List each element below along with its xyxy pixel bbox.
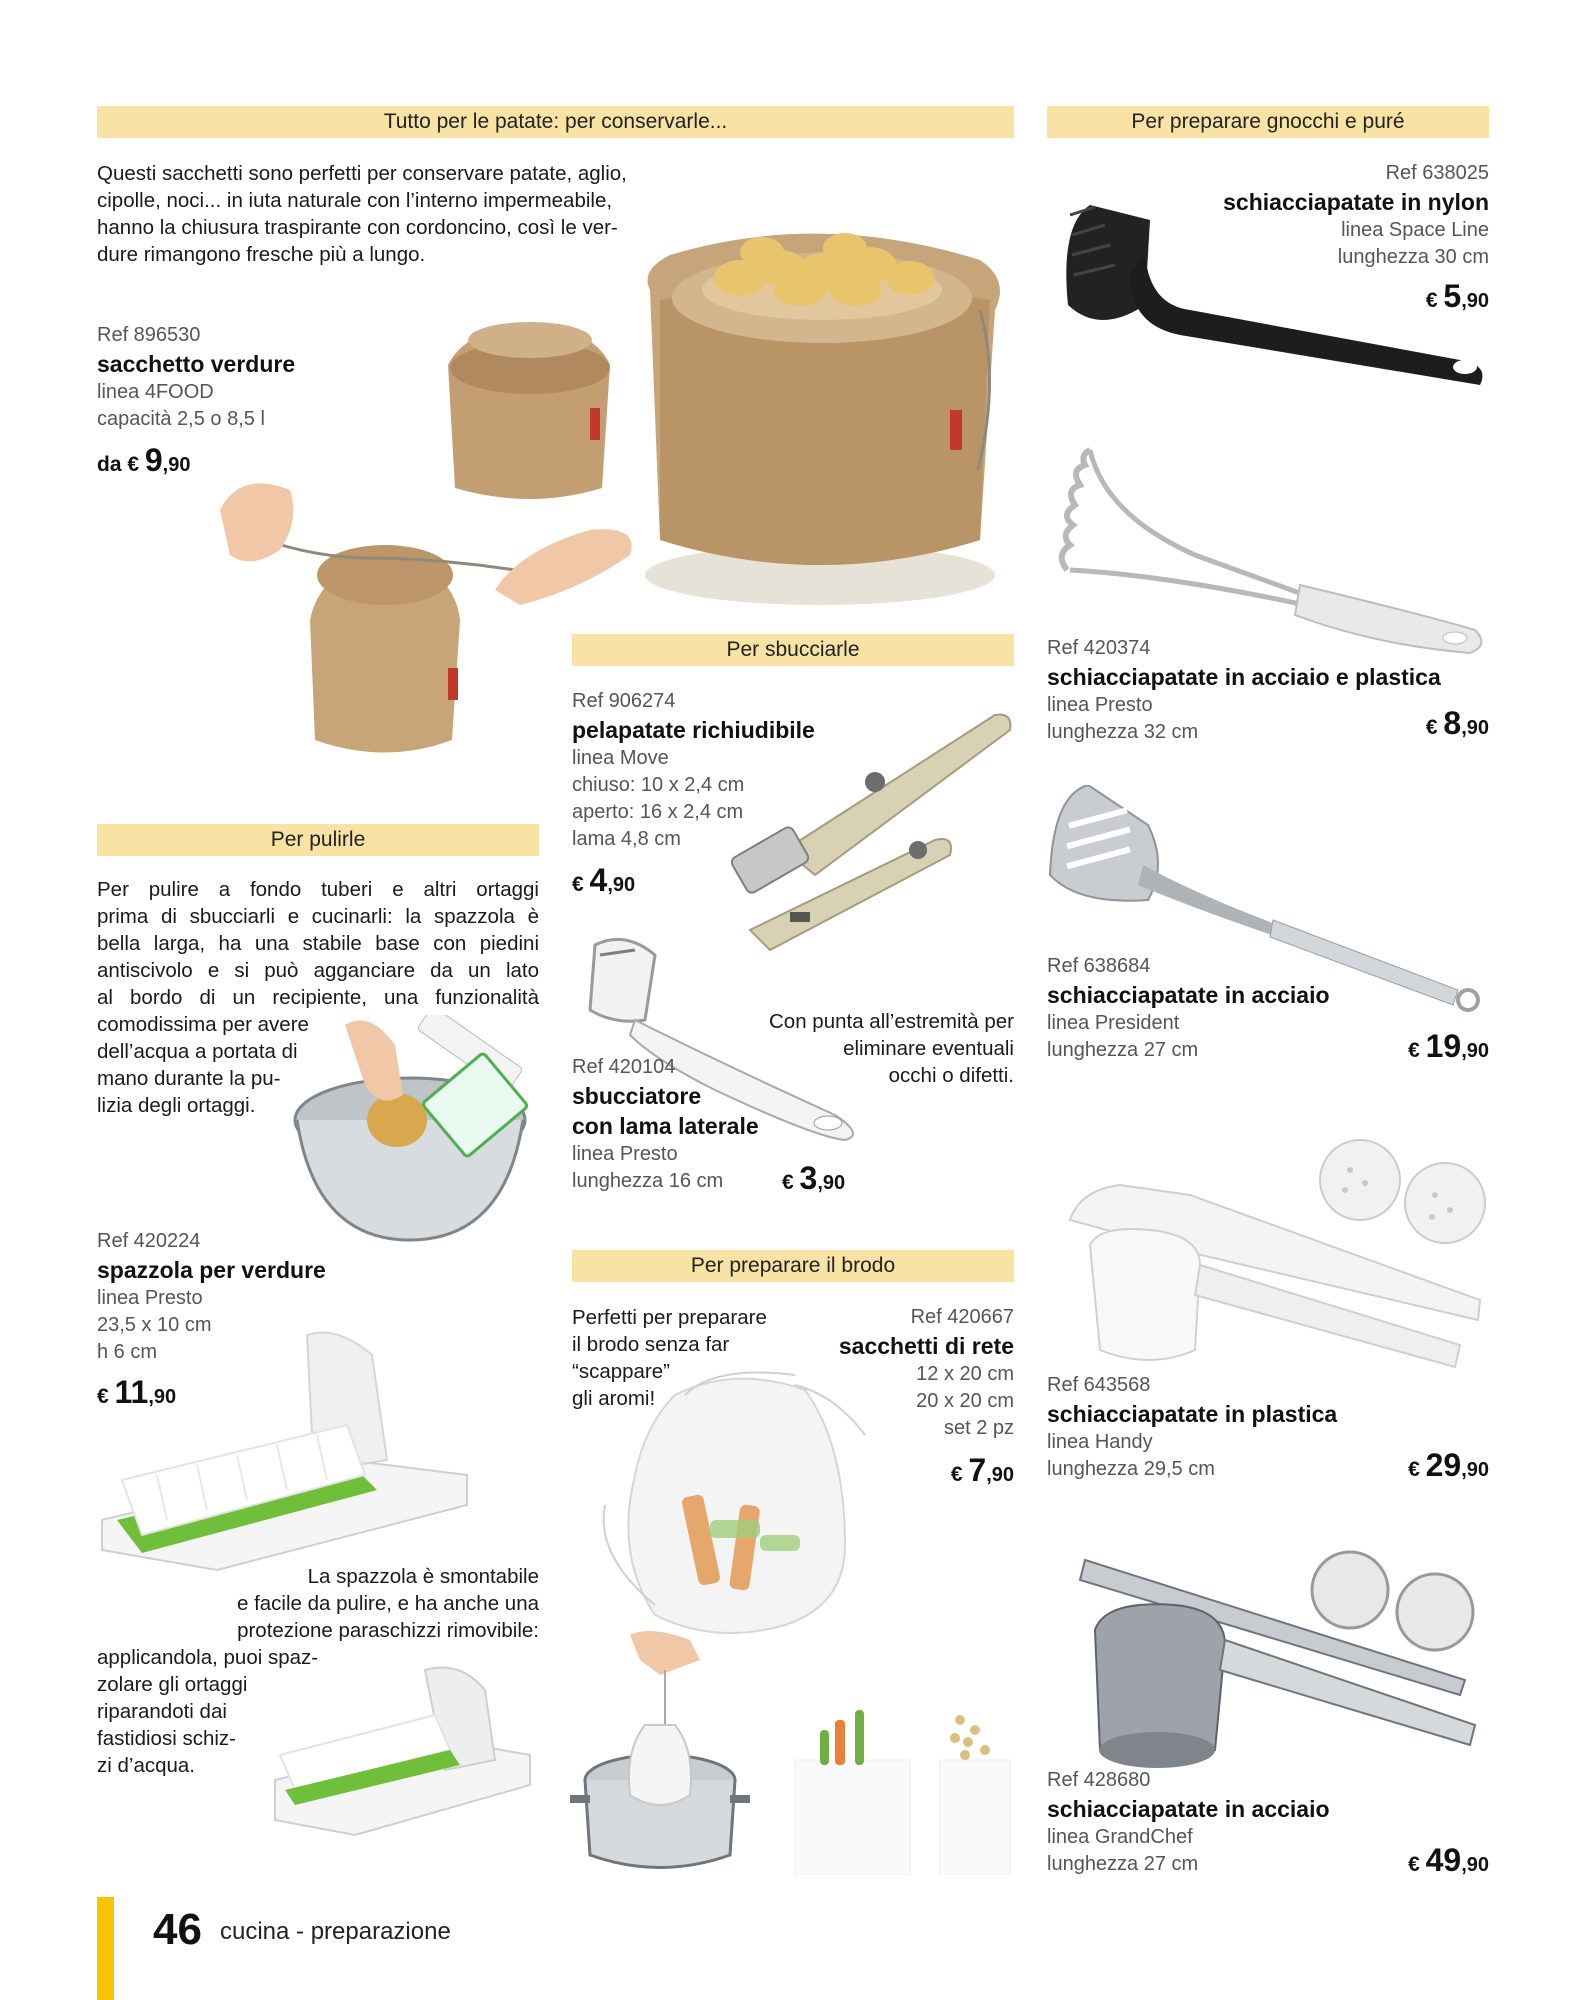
footer-accent-bar <box>97 1897 114 2000</box>
price-int: 7 <box>968 1452 987 1488</box>
product-name: sacchetti di rete <box>838 1333 1014 1359</box>
spazzola-note-line: fastidiosi schiz- <box>97 1727 236 1750</box>
section-band-brodo: Per preparare il brodo <box>572 1250 1014 1282</box>
price-int: 3 <box>799 1160 818 1196</box>
product-price-906274 <box>572 862 635 899</box>
spazzola-note-line: La spazzola è smontabile <box>307 1565 539 1588</box>
spice-jars-image <box>790 1680 1015 1875</box>
product-blade: lama 4,8 cm <box>572 828 681 850</box>
conservare-intro-line: hanno la chiusura traspirante con cordoncino, così le ver- <box>97 216 618 239</box>
product-ref: Ref 428680 <box>1047 1769 1151 1791</box>
price-cents: ,90 <box>1461 290 1489 312</box>
product-length: lunghezza 29,5 cm <box>1047 1458 1215 1480</box>
price-prefix: € <box>572 873 590 896</box>
product-price-428680 <box>1408 1842 1489 1879</box>
price-cents: ,90 <box>607 874 636 896</box>
product-size: 20 x 20 cm <box>916 1390 1014 1412</box>
conservare-intro-line: dure rimangono fresche più a lungo. <box>97 243 426 266</box>
sbucciatore-note-line: Con punta all’estremità per <box>769 1010 1014 1033</box>
price-int: 29 <box>1425 1447 1462 1483</box>
product-ref: Ref 420104 <box>572 1056 676 1078</box>
product-size: 12 x 20 cm <box>916 1363 1014 1385</box>
pulirle-intro-line: lizia degli ortaggi. <box>97 1094 256 1117</box>
grandchef-ricer-image <box>1065 1550 1490 1790</box>
spazzola-note-line: zolare gli ortaggi <box>97 1673 248 1696</box>
sbucciatore-note-line: eliminare eventuali <box>843 1037 1014 1060</box>
presto-masher-image <box>1045 445 1490 655</box>
product-name: schiacciapatate in acciaio <box>1047 982 1330 1008</box>
brush-shield-image <box>265 1660 545 1860</box>
product-price-420667 <box>951 1452 1014 1489</box>
price-int: 8 <box>1443 705 1462 741</box>
product-price-896530 <box>97 442 190 479</box>
page-section-label: cucina - preparazione <box>220 1918 451 1945</box>
product-ref: Ref 638025 <box>1385 162 1489 184</box>
price-cents: ,90 <box>1461 1459 1489 1481</box>
price-prefix: da € <box>97 453 145 476</box>
product-name: schiacciapatate in acciaio <box>1047 1796 1330 1822</box>
folding-peeler-image <box>705 700 1015 960</box>
product-size: 23,5 x 10 cm <box>97 1314 212 1336</box>
conservare-intro-line: Questi sacchetti sono perfetti per conservare patate, aglio, <box>97 162 627 185</box>
product-ref: Ref 420667 <box>910 1306 1014 1328</box>
product-open: aperto: 16 x 2,4 cm <box>572 801 744 823</box>
spazzola-note-line: riparandoti dai <box>97 1700 227 1723</box>
section-band-gnocchi: Per preparare gnocchi e puré <box>1047 106 1489 138</box>
price-prefix: € <box>1408 1458 1426 1481</box>
pulirle-intro-line: Per pulire a fondo tuberi e altri ortaggi <box>97 878 539 901</box>
pulirle-intro-line: bella larga, ha una stabile base con piedini <box>97 932 539 955</box>
product-line: linea Move <box>572 747 669 769</box>
spazzola-note-line: protezione paraschizzi rimovibile: <box>237 1619 539 1642</box>
product-line: linea Space Line <box>1341 219 1489 241</box>
price-cents: ,90 <box>1461 1854 1489 1876</box>
product-ref: Ref 896530 <box>97 324 201 346</box>
product-ref: Ref 643568 <box>1047 1374 1151 1396</box>
product-length: lunghezza 16 cm <box>572 1170 724 1192</box>
price-int: 9 <box>144 442 163 478</box>
price-cents: ,90 <box>817 1172 846 1194</box>
bowl-brush-image <box>285 1015 545 1245</box>
pulirle-intro-line: prima di sbucciarli e cucinarli: la spazzola è <box>97 905 539 928</box>
product-line: linea 4FOOD <box>97 381 214 403</box>
product-length: lunghezza 27 cm <box>1047 1853 1199 1875</box>
page-number: 46 <box>153 1905 202 1954</box>
brodo-intro-line: il brodo senza far <box>572 1333 730 1356</box>
product-ref: Ref 420224 <box>97 1230 201 1252</box>
price-int: 4 <box>589 862 608 898</box>
product-line: linea GrandChef <box>1047 1826 1193 1848</box>
price-cents: ,90 <box>148 1386 177 1408</box>
price-prefix: € <box>950 1463 969 1486</box>
price-cents: ,90 <box>1461 717 1489 739</box>
price-prefix: € <box>1425 716 1444 739</box>
pot-bag-image <box>570 1630 750 1880</box>
pulirle-intro-line: comodissima per avere <box>97 1013 309 1036</box>
brodo-intro-line: Perfetti per preparare <box>572 1306 767 1329</box>
product-price-638684 <box>1408 1028 1489 1065</box>
product-name: con lama laterale <box>572 1113 759 1139</box>
product-name: sacchetto verdure <box>97 351 296 377</box>
nylon-masher-image <box>1060 195 1490 385</box>
price-cents: ,90 <box>986 1464 1014 1486</box>
spazzola-note-line: zi d’acqua. <box>97 1754 196 1777</box>
product-420374 <box>1047 635 1489 746</box>
product-name: sbucciatore <box>572 1083 702 1109</box>
product-ref: Ref 638684 <box>1047 955 1151 977</box>
price-prefix: € <box>1408 1039 1426 1062</box>
price-prefix: € <box>97 1385 115 1408</box>
product-price-420104 <box>782 1160 845 1197</box>
handy-ricer-image <box>1060 1135 1490 1390</box>
product-capacity: capacità 2,5 o 8,5 l <box>97 408 265 430</box>
price-cents: ,90 <box>1461 1040 1489 1062</box>
product-ref: Ref 420374 <box>1047 637 1151 659</box>
product-name: schiacciapatate in plastica <box>1047 1401 1338 1427</box>
product-line: linea Presto <box>1047 694 1153 716</box>
price-prefix: € <box>1425 289 1444 312</box>
product-length: lunghezza 27 cm <box>1047 1039 1199 1061</box>
sbucciatore-note-line: occhi o difetti. <box>888 1064 1014 1087</box>
price-prefix: € <box>1408 1853 1426 1876</box>
spazzola-note <box>160 1563 539 1644</box>
product-length: lunghezza 30 cm <box>1337 246 1489 268</box>
price-int: 11 <box>114 1374 149 1410</box>
product-price-643568 <box>1408 1447 1489 1484</box>
vegetable-brush-image <box>97 1315 477 1595</box>
price-int: 5 <box>1443 278 1462 314</box>
section-band-conservare: Tutto per le patate: per conservarle... <box>97 106 1014 138</box>
jute-bags-image <box>220 150 1020 770</box>
product-line: linea President <box>1047 1012 1180 1034</box>
product-name: schiacciapatate in acciaio e plastica <box>1047 664 1441 690</box>
price-int: 49 <box>1425 1842 1462 1878</box>
product-length: lunghezza 32 cm <box>1047 721 1199 743</box>
pulirle-intro-line: antiscivolo e si può agganciare da un lato <box>97 959 539 982</box>
product-set: set 2 pz <box>943 1417 1014 1439</box>
product-height: h 6 cm <box>97 1341 158 1363</box>
section-band-pulirle: Per pulirle <box>97 824 539 856</box>
conservare-intro-line: cipolle, noci... in iuta naturale con l’interno impermeabile, <box>97 189 613 212</box>
mesh-bag-image <box>595 1355 955 1655</box>
price-int: 19 <box>1425 1028 1462 1064</box>
product-line: linea Presto <box>97 1287 203 1309</box>
pulirle-intro-line: al bordo di un recipiente, una funzionalità <box>97 986 539 1009</box>
spazzola-note-line: applicandola, puoi spaz- <box>97 1646 319 1669</box>
brodo-intro-line: “scappare” <box>572 1360 670 1383</box>
product-ref: Ref 906274 <box>572 690 676 712</box>
brodo-intro-line: gli aromi! <box>572 1387 656 1410</box>
product-price-420374 <box>1426 705 1489 742</box>
product-name: pelapatate richiudibile <box>572 717 815 743</box>
product-line: linea Presto <box>572 1143 678 1165</box>
product-closed: chiuso: 10 x 2,4 cm <box>572 774 745 796</box>
section-band-sbucciarle: Per sbucciarle <box>572 634 1014 666</box>
product-line: linea Handy <box>1047 1431 1153 1453</box>
spazzola-note-line: e facile da pulire, e ha anche una <box>236 1592 539 1615</box>
product-name: spazzola per verdure <box>97 1257 326 1283</box>
price-cents: ,90 <box>162 454 191 476</box>
price-prefix: € <box>782 1171 800 1194</box>
pulirle-intro-line: mano durante la pu- <box>97 1067 281 1090</box>
pulirle-intro-line: dell’acqua a portata di <box>97 1040 298 1063</box>
product-name: schiacciapatate in nylon <box>1223 189 1489 215</box>
